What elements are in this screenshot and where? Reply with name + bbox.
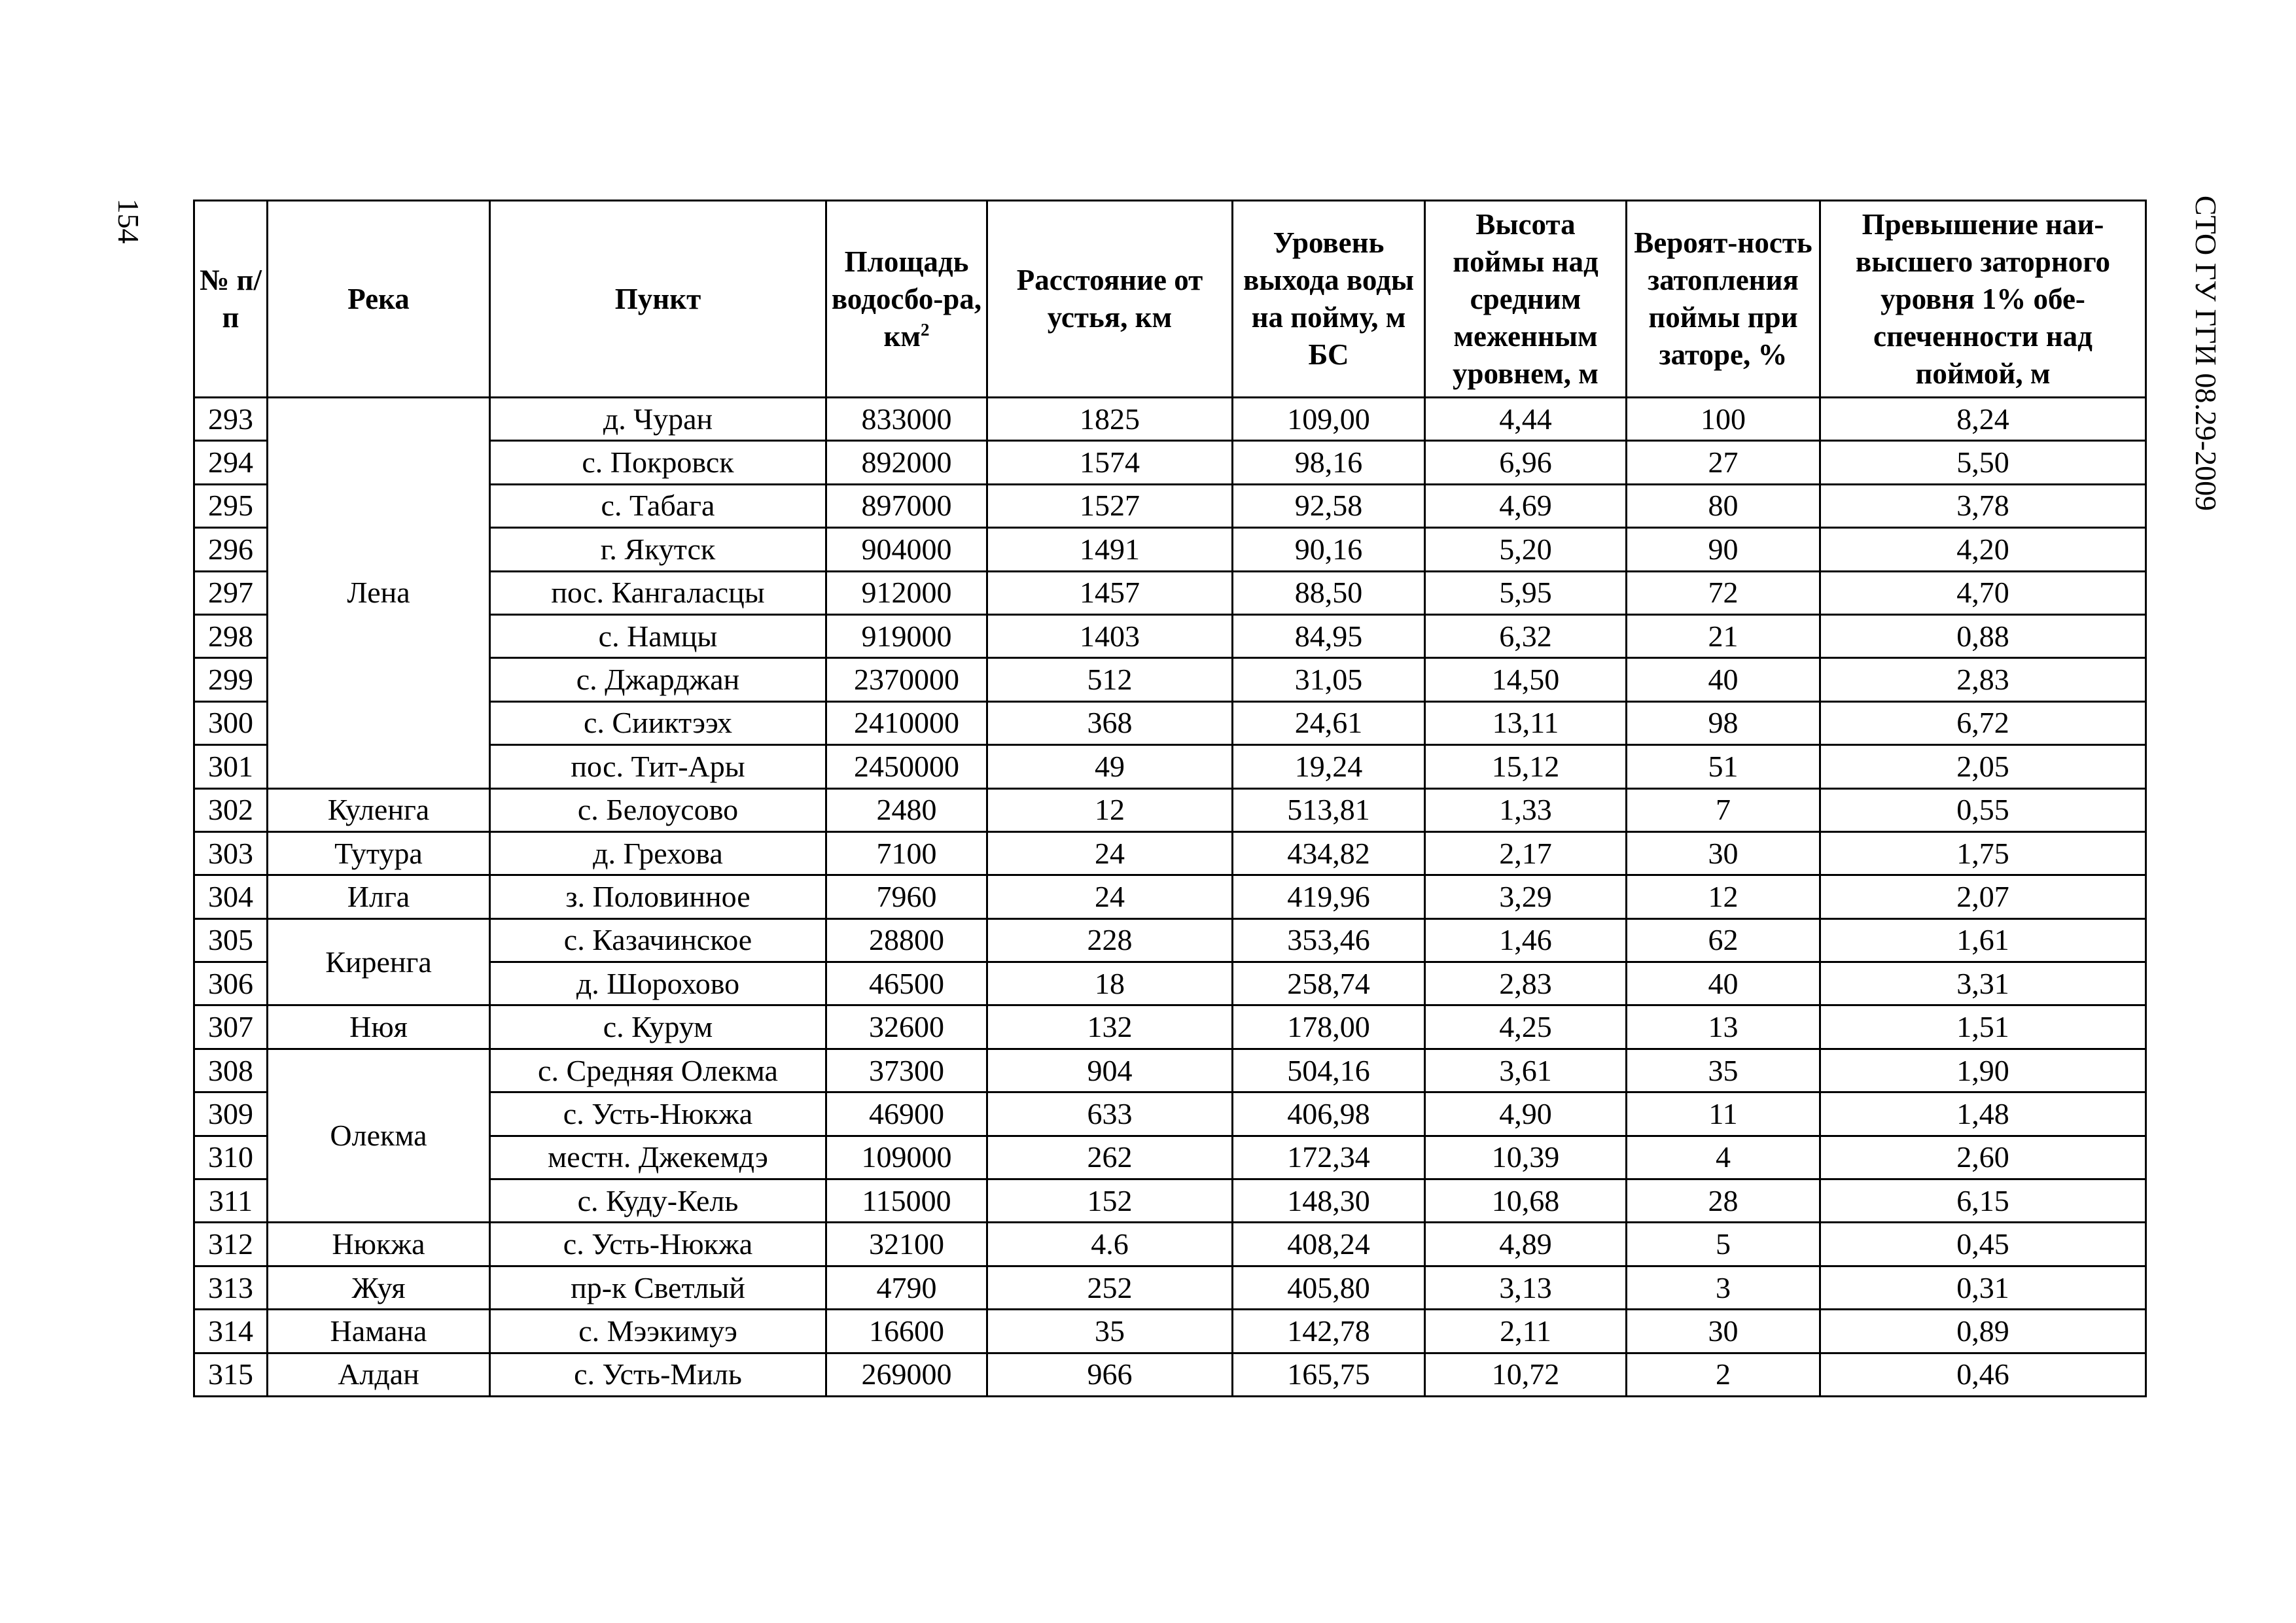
cell-river: Тутура xyxy=(268,831,490,875)
cell-area: 46500 xyxy=(826,962,987,1005)
cell-level: 405,80 xyxy=(1233,1266,1425,1309)
cell-area: 2480 xyxy=(826,788,987,831)
cell-height: 13,11 xyxy=(1425,701,1627,744)
cell-point: с. Куду-Кель xyxy=(490,1179,826,1223)
table-row xyxy=(194,831,2146,875)
cell-excess: 0,55 xyxy=(1820,788,2146,831)
cell-point: с. Сииктээх xyxy=(490,701,826,744)
cell-num: 297 xyxy=(194,571,268,614)
cell-probability: 21 xyxy=(1627,614,1820,657)
table-row xyxy=(194,788,2146,831)
cell-area: 32100 xyxy=(826,1223,987,1266)
cell-area: 919000 xyxy=(826,614,987,657)
cell-river: Намана xyxy=(268,1310,490,1353)
cell-excess: 6,72 xyxy=(1820,701,2146,744)
cell-num: 306 xyxy=(194,962,268,1005)
cell-probability: 90 xyxy=(1627,528,1820,571)
cell-probability: 3 xyxy=(1627,1266,1820,1309)
cell-height: 14,50 xyxy=(1425,658,1627,701)
cell-excess: 8,24 xyxy=(1820,398,2146,441)
cell-distance: 368 xyxy=(987,701,1233,744)
cell-excess: 0,45 xyxy=(1820,1223,2146,1266)
standard-code: СТО ГУ ГГИ 08.29-2009 xyxy=(2189,195,2223,512)
cell-level: 172,34 xyxy=(1233,1136,1425,1179)
header-num: № п/п xyxy=(194,201,268,398)
cell-height: 10,72 xyxy=(1425,1353,1627,1396)
cell-area: 16600 xyxy=(826,1310,987,1353)
cell-distance: 35 xyxy=(987,1310,1233,1353)
cell-excess: 1,90 xyxy=(1820,1049,2146,1092)
cell-point: пос. Тит-Ары xyxy=(490,745,826,788)
cell-distance: 18 xyxy=(987,962,1233,1005)
cell-height: 3,61 xyxy=(1425,1049,1627,1092)
table-header-row xyxy=(194,201,2146,398)
cell-height: 3,29 xyxy=(1425,875,1627,918)
cell-probability: 4 xyxy=(1627,1136,1820,1179)
cell-probability: 5 xyxy=(1627,1223,1820,1266)
cell-excess: 0,46 xyxy=(1820,1353,2146,1396)
cell-distance: 512 xyxy=(987,658,1233,701)
cell-point: с. Усть-Нюкжа xyxy=(490,1092,826,1136)
cell-height: 10,68 xyxy=(1425,1179,1627,1223)
cell-level: 24,61 xyxy=(1233,701,1425,744)
table-row xyxy=(194,398,2146,441)
cell-area: 32600 xyxy=(826,1005,987,1049)
cell-area: 892000 xyxy=(826,441,987,484)
table-body xyxy=(194,398,2146,1397)
cell-num: 311 xyxy=(194,1179,268,1223)
table-row xyxy=(194,875,2146,918)
cell-level: 419,96 xyxy=(1233,875,1425,918)
cell-num: 295 xyxy=(194,484,268,527)
header-area-text: Площадь водосбо-ра, км xyxy=(831,245,982,353)
table-row xyxy=(194,1223,2146,1266)
cell-point: д. Шорохово xyxy=(490,962,826,1005)
cell-distance: 1403 xyxy=(987,614,1233,657)
cell-area: 2370000 xyxy=(826,658,987,701)
cell-distance: 12 xyxy=(987,788,1233,831)
table-row xyxy=(194,1005,2146,1049)
table-row xyxy=(194,1310,2146,1353)
cell-num: 299 xyxy=(194,658,268,701)
cell-height: 6,96 xyxy=(1425,441,1627,484)
cell-num: 305 xyxy=(194,918,268,962)
cell-river: Киренга xyxy=(268,918,490,1005)
cell-height: 4,89 xyxy=(1425,1223,1627,1266)
cell-distance: 24 xyxy=(987,831,1233,875)
cell-distance: 1527 xyxy=(987,484,1233,527)
cell-level: 408,24 xyxy=(1233,1223,1425,1266)
cell-probability: 7 xyxy=(1627,788,1820,831)
cell-excess: 6,15 xyxy=(1820,1179,2146,1223)
cell-level: 148,30 xyxy=(1233,1179,1425,1223)
cell-point: с. Белоусово xyxy=(490,788,826,831)
cell-probability: 80 xyxy=(1627,484,1820,527)
table-row xyxy=(194,1049,2146,1092)
cell-num: 304 xyxy=(194,875,268,918)
table-row xyxy=(194,918,2146,962)
cell-num: 307 xyxy=(194,1005,268,1049)
cell-excess: 4,20 xyxy=(1820,528,2146,571)
cell-height: 5,20 xyxy=(1425,528,1627,571)
cell-point: с. Средняя Олекма xyxy=(490,1049,826,1092)
cell-river: Нюя xyxy=(268,1005,490,1049)
cell-area: 115000 xyxy=(826,1179,987,1223)
cell-height: 3,13 xyxy=(1425,1266,1627,1309)
table-row xyxy=(194,1266,2146,1309)
cell-level: 88,50 xyxy=(1233,571,1425,614)
cell-distance: 4.6 xyxy=(987,1223,1233,1266)
cell-area: 4790 xyxy=(826,1266,987,1309)
cell-river: Илга xyxy=(268,875,490,918)
cell-level: 84,95 xyxy=(1233,614,1425,657)
cell-probability: 40 xyxy=(1627,962,1820,1005)
cell-probability: 100 xyxy=(1627,398,1820,441)
cell-distance: 1825 xyxy=(987,398,1233,441)
cell-excess: 1,61 xyxy=(1820,918,2146,962)
cell-height: 4,90 xyxy=(1425,1092,1627,1136)
cell-level: 90,16 xyxy=(1233,528,1425,571)
cell-area: 46900 xyxy=(826,1092,987,1136)
cell-excess: 1,75 xyxy=(1820,831,2146,875)
cell-river: Жуя xyxy=(268,1266,490,1309)
cell-probability: 11 xyxy=(1627,1092,1820,1136)
cell-point: д. Грехова xyxy=(490,831,826,875)
cell-probability: 35 xyxy=(1627,1049,1820,1092)
cell-excess: 1,51 xyxy=(1820,1005,2146,1049)
cell-probability: 62 xyxy=(1627,918,1820,962)
cell-river: Лена xyxy=(268,398,490,789)
cell-height: 4,69 xyxy=(1425,484,1627,527)
cell-distance: 24 xyxy=(987,875,1233,918)
cell-probability: 30 xyxy=(1627,831,1820,875)
cell-num: 303 xyxy=(194,831,268,875)
cell-probability: 51 xyxy=(1627,745,1820,788)
cell-num: 302 xyxy=(194,788,268,831)
cell-level: 258,74 xyxy=(1233,962,1425,1005)
cell-point: с. Усть-Нюкжа xyxy=(490,1223,826,1266)
cell-height: 6,32 xyxy=(1425,614,1627,657)
cell-height: 2,11 xyxy=(1425,1310,1627,1353)
cell-excess: 5,50 xyxy=(1820,441,2146,484)
cell-level: 142,78 xyxy=(1233,1310,1425,1353)
cell-area: 109000 xyxy=(826,1136,987,1179)
cell-river: Олекма xyxy=(268,1049,490,1223)
cell-distance: 152 xyxy=(987,1179,1233,1223)
cell-distance: 633 xyxy=(987,1092,1233,1136)
cell-height: 4,44 xyxy=(1425,398,1627,441)
cell-point: местн. Джекемдэ xyxy=(490,1136,826,1179)
cell-distance: 1574 xyxy=(987,441,1233,484)
cell-level: 178,00 xyxy=(1233,1005,1425,1049)
cell-level: 353,46 xyxy=(1233,918,1425,962)
cell-excess: 2,07 xyxy=(1820,875,2146,918)
cell-excess: 0,88 xyxy=(1820,614,2146,657)
cell-level: 513,81 xyxy=(1233,788,1425,831)
header-excess: Превышение наи-высшего заторного уровня 1% обе-спеченности над поймой, м xyxy=(1820,201,2146,398)
cell-num: 314 xyxy=(194,1310,268,1353)
cell-excess: 2,83 xyxy=(1820,658,2146,701)
cell-area: 37300 xyxy=(826,1049,987,1092)
cell-height: 2,83 xyxy=(1425,962,1627,1005)
cell-num: 309 xyxy=(194,1092,268,1136)
cell-point: пр-к Светлый xyxy=(490,1266,826,1309)
cell-num: 294 xyxy=(194,441,268,484)
cell-area: 912000 xyxy=(826,571,987,614)
cell-num: 296 xyxy=(194,528,268,571)
cell-height: 4,25 xyxy=(1425,1005,1627,1049)
table-row xyxy=(194,1353,2146,1396)
cell-area: 904000 xyxy=(826,528,987,571)
cell-point: с. Табага xyxy=(490,484,826,527)
cell-distance: 228 xyxy=(987,918,1233,962)
header-area xyxy=(826,201,987,398)
header-area-sup: 2 xyxy=(921,319,930,340)
cell-excess: 3,31 xyxy=(1820,962,2146,1005)
header-probability: Вероят-ность затопления поймы при заторе, % xyxy=(1627,201,1820,398)
cell-height: 15,12 xyxy=(1425,745,1627,788)
cell-level: 109,00 xyxy=(1233,398,1425,441)
cell-point: с. Казачинское xyxy=(490,918,826,962)
cell-probability: 12 xyxy=(1627,875,1820,918)
cell-area: 28800 xyxy=(826,918,987,962)
cell-excess: 0,31 xyxy=(1820,1266,2146,1309)
cell-area: 7960 xyxy=(826,875,987,918)
cell-distance: 262 xyxy=(987,1136,1233,1179)
cell-river: Алдан xyxy=(268,1353,490,1396)
cell-point: с. Мээкимуэ xyxy=(490,1310,826,1353)
cell-probability: 72 xyxy=(1627,571,1820,614)
cell-num: 315 xyxy=(194,1353,268,1396)
cell-area: 7100 xyxy=(826,831,987,875)
cell-level: 434,82 xyxy=(1233,831,1425,875)
cell-level: 19,24 xyxy=(1233,745,1425,788)
cell-excess: 0,89 xyxy=(1820,1310,2146,1353)
cell-distance: 1491 xyxy=(987,528,1233,571)
cell-num: 298 xyxy=(194,614,268,657)
cell-river: Нюкжа xyxy=(268,1223,490,1266)
cell-excess: 3,78 xyxy=(1820,484,2146,527)
cell-level: 504,16 xyxy=(1233,1049,1425,1092)
cell-excess: 2,05 xyxy=(1820,745,2146,788)
cell-distance: 966 xyxy=(987,1353,1233,1396)
cell-excess: 1,48 xyxy=(1820,1092,2146,1136)
cell-level: 31,05 xyxy=(1233,658,1425,701)
data-table xyxy=(193,200,2147,1397)
cell-excess: 4,70 xyxy=(1820,571,2146,614)
cell-num: 301 xyxy=(194,745,268,788)
cell-level: 406,98 xyxy=(1233,1092,1425,1136)
header-height: Высота поймы над средним меженным уровнем, м xyxy=(1425,201,1627,398)
cell-area: 833000 xyxy=(826,398,987,441)
cell-point: с. Курум xyxy=(490,1005,826,1049)
cell-point: с. Джарджан xyxy=(490,658,826,701)
cell-height: 10,39 xyxy=(1425,1136,1627,1179)
cell-distance: 904 xyxy=(987,1049,1233,1092)
cell-area: 2410000 xyxy=(826,701,987,744)
cell-point: д. Чуран xyxy=(490,398,826,441)
cell-level: 92,58 xyxy=(1233,484,1425,527)
cell-area: 897000 xyxy=(826,484,987,527)
cell-probability: 28 xyxy=(1627,1179,1820,1223)
header-level: Уровень выхода воды на пойму, м БС xyxy=(1233,201,1425,398)
cell-area: 2450000 xyxy=(826,745,987,788)
cell-point: с. Усть-Миль xyxy=(490,1353,826,1396)
cell-level: 165,75 xyxy=(1233,1353,1425,1396)
header-river: Река xyxy=(268,201,490,398)
cell-num: 310 xyxy=(194,1136,268,1179)
cell-excess: 2,60 xyxy=(1820,1136,2146,1179)
cell-num: 308 xyxy=(194,1049,268,1092)
cell-height: 1,46 xyxy=(1425,918,1627,962)
page-number: 154 xyxy=(112,198,145,244)
cell-point: г. Якутск xyxy=(490,528,826,571)
cell-num: 300 xyxy=(194,701,268,744)
cell-probability: 30 xyxy=(1627,1310,1820,1353)
cell-probability: 40 xyxy=(1627,658,1820,701)
cell-probability: 2 xyxy=(1627,1353,1820,1396)
cell-point: пос. Кангаласцы xyxy=(490,571,826,614)
cell-height: 1,33 xyxy=(1425,788,1627,831)
cell-level: 98,16 xyxy=(1233,441,1425,484)
cell-distance: 49 xyxy=(987,745,1233,788)
header-distance: Расстояние от устья, км xyxy=(987,201,1233,398)
cell-area: 269000 xyxy=(826,1353,987,1396)
header-point: Пункт xyxy=(490,201,826,398)
cell-distance: 1457 xyxy=(987,571,1233,614)
cell-height: 5,95 xyxy=(1425,571,1627,614)
cell-probability: 13 xyxy=(1627,1005,1820,1049)
cell-probability: 27 xyxy=(1627,441,1820,484)
cell-num: 313 xyxy=(194,1266,268,1309)
cell-distance: 132 xyxy=(987,1005,1233,1049)
cell-height: 2,17 xyxy=(1425,831,1627,875)
cell-num: 293 xyxy=(194,398,268,441)
cell-point: с. Покровск xyxy=(490,441,826,484)
cell-point: с. Намцы xyxy=(490,614,826,657)
cell-num: 312 xyxy=(194,1223,268,1266)
cell-point: з. Половинное xyxy=(490,875,826,918)
cell-distance: 252 xyxy=(987,1266,1233,1309)
cell-probability: 98 xyxy=(1627,701,1820,744)
cell-river: Куленга xyxy=(268,788,490,831)
